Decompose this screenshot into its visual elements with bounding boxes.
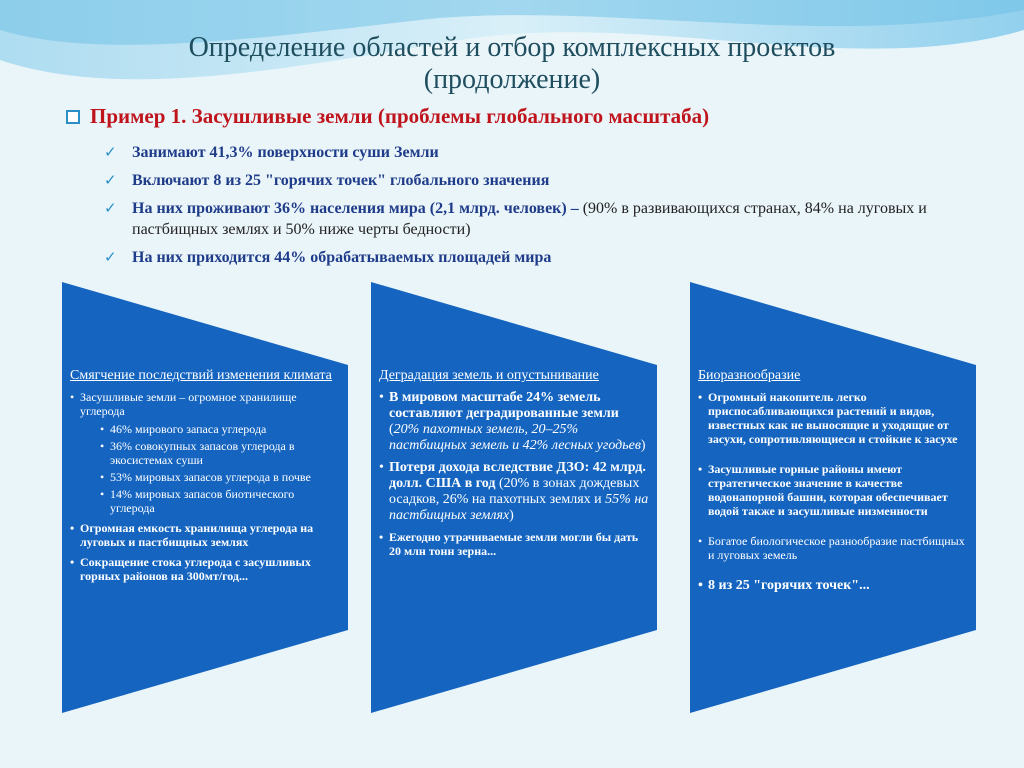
panel-item: • Огромный накопитель легко приспосабливающихся растений и видов, известных как не выносящие и уходящие от засухи, сопротивляющиеся и стойкие к засухе [698,390,968,446]
panel-biodiversity [690,282,976,713]
checkmark-icon: ✓ [104,143,117,161]
panel-item: • 8 из 25 "горячих точек"... [698,578,968,594]
fact-text: Занимают 41,3% поверхности суши Земли [132,144,439,161]
checkmark-icon: ✓ [104,248,117,266]
panel-item [379,390,649,454]
panel-item-paren: ) [640,438,646,453]
panel-subitem: • 14% мировых запасов биотического углерода [100,487,340,515]
panel-subitem: • 46% мирового запаса углерода [100,422,340,436]
panel-item-paren: ) [509,508,514,523]
slide-title [0,32,1024,96]
fact-list [104,142,984,275]
panel-item-italic: 55% на пастбищных землях [389,492,649,523]
panel-title: Деградация земель и опустынивание [379,368,599,383]
fact-text: Включают 8 из 25 "горячих точек" глобального значения [132,172,550,189]
fact-text: На них проживают 36% населения мира (2,1 млрд. человек) – [132,200,579,217]
panel-item: • Ежегодно утрачиваемые земли могли бы дать 20 млн тонн зерна... [379,530,649,558]
fact-item [104,198,984,240]
panel-item-paren: ( [389,422,394,437]
panel-item-italic: 20% пахотных земель, 20–25% пастбищных земель и 42% лесных угодьев [389,422,641,453]
title-subtitle: (продолжение) [423,64,601,95]
fact-item [104,170,984,191]
panel-climate [62,282,348,713]
panel-item-text: В мировом масштабе 24% земель составляют деградированные земли [389,390,619,421]
fact-detail: (90% в развивающихся странах, 84% на луговых и пастбищных землях и 50% ниже черты бедности) [132,200,927,238]
checkbox-square-icon [66,110,80,124]
panel-subitem: • 36% совокупных запасов углерода в экосистемах суши [100,439,340,467]
panel-degradation [371,282,657,713]
panel-subitem: • 53% мировых запасов углерода в почве [100,470,340,484]
panel-item-text: Потеря дохода вследствие ДЗО: 42 млрд. долл. США в год [389,460,646,491]
panel-item [379,460,649,524]
panel-item: • Огромная емкость хранилища углерода на луговых и пастбищных землях [70,521,340,549]
panel-item-detail: (20% в зонах дождевых осадков, 26% на пахотных землях и [389,476,640,507]
panel-item [70,390,340,515]
fact-item [104,247,984,268]
checkmark-icon: ✓ [104,199,117,217]
checkmark-icon: ✓ [104,171,117,189]
panel-item: • Засушливые горные районы имеют стратегическое значение в качестве водонапорной башни, которая обеспечивает водой также и засушливые низменности [698,462,968,518]
fact-item [104,142,984,163]
example-heading-text: Пример 1. Засушливые земли (проблемы глобального масштаба) [90,104,710,128]
title-main: Определение областей и отбор комплексных проектов [188,32,836,63]
example-heading [66,104,966,129]
panel-item: • Богатое биологическое разнообразие пастбищных и луговых земель [698,534,968,562]
panel-title: Смягчение последствий изменения климата [70,368,332,383]
fact-text: На них приходится 44% обрабатываемых площадей мира [132,249,552,266]
panel-title: Биоразнообразие [698,368,801,383]
panel-item: • Сокращение стока углерода с засушливых горных районов на 300мт/год... [70,555,340,583]
panel-item-text: Засушливые земли – огромное хранилище углерода [80,390,297,418]
